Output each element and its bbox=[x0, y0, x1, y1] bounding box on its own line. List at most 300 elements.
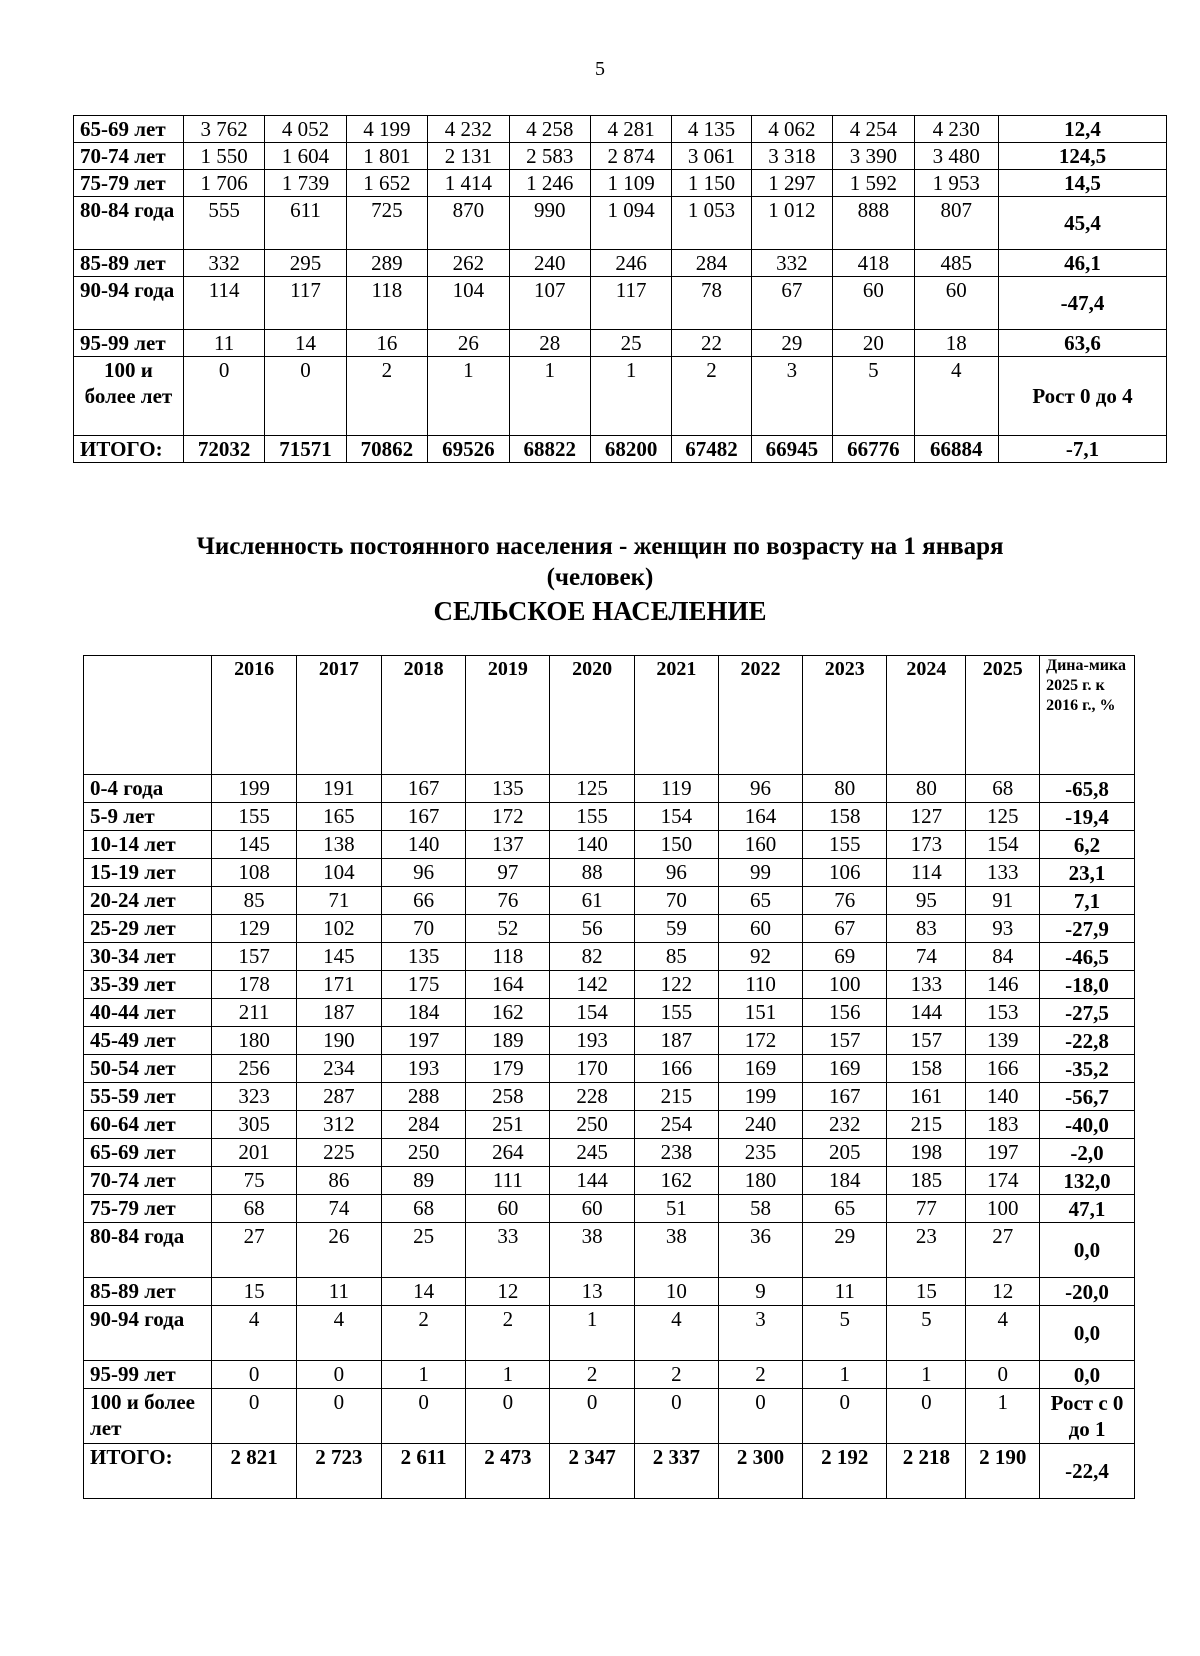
value-cell: 4 bbox=[966, 1306, 1040, 1361]
value-cell: 4 bbox=[296, 1306, 381, 1361]
value-cell: 184 bbox=[803, 1167, 887, 1195]
value-cell: 58 bbox=[718, 1195, 802, 1223]
value-cell: 13 bbox=[550, 1278, 634, 1306]
age-group-label: 20-24 лет bbox=[84, 887, 212, 915]
value-cell: 1 109 bbox=[590, 170, 671, 197]
value-cell: 16 bbox=[346, 330, 427, 357]
table-title: Численность постоянного населения - женщин по возрасту на 1 января bbox=[196, 533, 1004, 560]
table-row bbox=[74, 143, 1167, 170]
value-cell: 4 254 bbox=[833, 116, 914, 143]
year-header: 2021 bbox=[634, 656, 718, 775]
value-cell: 240 bbox=[718, 1111, 802, 1139]
value-cell: 246 bbox=[590, 250, 671, 277]
value-cell: 36 bbox=[718, 1223, 802, 1278]
value-cell: 1 246 bbox=[509, 170, 590, 197]
value-cell: 106 bbox=[803, 859, 887, 887]
table-row bbox=[74, 330, 1167, 357]
value-cell: 167 bbox=[803, 1083, 887, 1111]
value-cell: 67 bbox=[751, 277, 832, 330]
value-cell: 4 199 bbox=[346, 116, 427, 143]
table-row bbox=[84, 1055, 1135, 1083]
dynamics-cell: -22,8 bbox=[1040, 1027, 1135, 1055]
value-cell: 0 bbox=[382, 1389, 466, 1444]
value-cell: 287 bbox=[296, 1083, 381, 1111]
dynamics-cell: 0,0 bbox=[1040, 1361, 1135, 1389]
value-cell: 1 150 bbox=[672, 170, 751, 197]
total-value-cell: 68200 bbox=[590, 436, 671, 463]
value-cell: 0 bbox=[296, 1389, 381, 1444]
value-cell: 1 012 bbox=[751, 197, 832, 250]
dynamics-cell: 6,2 bbox=[1040, 831, 1135, 859]
value-cell: 228 bbox=[550, 1083, 634, 1111]
age-group-label: 85-89 лет bbox=[74, 250, 184, 277]
total-value-cell: 67482 bbox=[672, 436, 751, 463]
value-cell: 485 bbox=[914, 250, 998, 277]
value-cell: 0 bbox=[718, 1389, 802, 1444]
value-cell: 990 bbox=[509, 197, 590, 250]
value-cell: 1 094 bbox=[590, 197, 671, 250]
value-cell: 288 bbox=[382, 1083, 466, 1111]
age-group-label: 15-19 лет bbox=[84, 859, 212, 887]
value-cell: 74 bbox=[887, 943, 966, 971]
total-value-cell: 2 723 bbox=[296, 1444, 381, 1499]
value-cell: 144 bbox=[887, 999, 966, 1027]
value-cell: 1 bbox=[966, 1389, 1040, 1444]
value-cell: 2 bbox=[466, 1306, 550, 1361]
value-cell: 170 bbox=[550, 1055, 634, 1083]
value-cell: 99 bbox=[718, 859, 802, 887]
value-cell: 29 bbox=[751, 330, 832, 357]
value-cell: 104 bbox=[296, 859, 381, 887]
table-row bbox=[84, 971, 1135, 999]
year-header: 2019 bbox=[466, 656, 550, 775]
table-row bbox=[74, 357, 1167, 436]
total-row bbox=[74, 436, 1167, 463]
dynamics-cell: 124,5 bbox=[998, 143, 1166, 170]
table-row bbox=[74, 250, 1167, 277]
value-cell: 59 bbox=[634, 915, 718, 943]
value-cell: 114 bbox=[887, 859, 966, 887]
value-cell: 117 bbox=[265, 277, 346, 330]
table-row bbox=[84, 1223, 1135, 1278]
value-cell: 175 bbox=[382, 971, 466, 999]
table-row bbox=[84, 915, 1135, 943]
value-cell: 0 bbox=[887, 1389, 966, 1444]
table-row bbox=[84, 831, 1135, 859]
value-cell: 284 bbox=[672, 250, 751, 277]
dynamics-cell: 63,6 bbox=[998, 330, 1166, 357]
value-cell: 139 bbox=[966, 1027, 1040, 1055]
value-cell: 76 bbox=[803, 887, 887, 915]
value-cell: 70 bbox=[382, 915, 466, 943]
value-cell: 189 bbox=[466, 1027, 550, 1055]
value-cell: 2 131 bbox=[428, 143, 509, 170]
value-cell: 155 bbox=[550, 803, 634, 831]
value-cell: 102 bbox=[296, 915, 381, 943]
value-cell: 211 bbox=[212, 999, 296, 1027]
value-cell: 418 bbox=[833, 250, 914, 277]
age-group-label: 75-79 лет bbox=[84, 1195, 212, 1223]
value-cell: 60 bbox=[466, 1195, 550, 1223]
age-group-label: 90-94 года bbox=[74, 277, 184, 330]
value-cell: 184 bbox=[382, 999, 466, 1027]
value-cell: 154 bbox=[550, 999, 634, 1027]
value-cell: 4 bbox=[634, 1306, 718, 1361]
value-cell: 215 bbox=[887, 1111, 966, 1139]
value-cell: 85 bbox=[634, 943, 718, 971]
age-group-label: 45-49 лет bbox=[84, 1027, 212, 1055]
dynamics-cell: 45,4 bbox=[998, 197, 1166, 250]
value-cell: 60 bbox=[833, 277, 914, 330]
value-cell: 82 bbox=[550, 943, 634, 971]
value-cell: 157 bbox=[887, 1027, 966, 1055]
value-cell: 332 bbox=[183, 250, 264, 277]
table-row bbox=[84, 775, 1135, 803]
total-label: ИТОГО: bbox=[74, 436, 184, 463]
dynamics-cell: -46,5 bbox=[1040, 943, 1135, 971]
value-cell: 250 bbox=[550, 1111, 634, 1139]
value-cell: 140 bbox=[382, 831, 466, 859]
total-dynamics-cell: -22,4 bbox=[1040, 1444, 1135, 1499]
value-cell: 179 bbox=[466, 1055, 550, 1083]
value-cell: 1 bbox=[382, 1361, 466, 1389]
table-row bbox=[84, 943, 1135, 971]
value-cell: 166 bbox=[634, 1055, 718, 1083]
value-cell: 4 281 bbox=[590, 116, 671, 143]
value-cell: 3 390 bbox=[833, 143, 914, 170]
value-cell: 146 bbox=[966, 971, 1040, 999]
value-cell: 807 bbox=[914, 197, 998, 250]
value-cell: 151 bbox=[718, 999, 802, 1027]
dynamics-cell: -27,5 bbox=[1040, 999, 1135, 1027]
value-cell: 187 bbox=[634, 1027, 718, 1055]
value-cell: 95 bbox=[887, 887, 966, 915]
value-cell: 26 bbox=[296, 1223, 381, 1278]
table-row bbox=[84, 1167, 1135, 1195]
value-cell: 1 414 bbox=[428, 170, 509, 197]
value-cell: 60 bbox=[550, 1195, 634, 1223]
value-cell: 160 bbox=[718, 831, 802, 859]
dynamics-cell: -2,0 bbox=[1040, 1139, 1135, 1167]
value-cell: 1 592 bbox=[833, 170, 914, 197]
year-header: 2018 bbox=[382, 656, 466, 775]
value-cell: 4 062 bbox=[751, 116, 832, 143]
value-cell: 4 230 bbox=[914, 116, 998, 143]
value-cell: 169 bbox=[803, 1055, 887, 1083]
value-cell: 0 bbox=[212, 1389, 296, 1444]
value-cell: 232 bbox=[803, 1111, 887, 1139]
value-cell: 26 bbox=[428, 330, 509, 357]
value-cell: 172 bbox=[718, 1027, 802, 1055]
value-cell: 197 bbox=[382, 1027, 466, 1055]
total-value-cell: 70862 bbox=[346, 436, 427, 463]
value-cell: 1 053 bbox=[672, 197, 751, 250]
age-group-label: 100 и более лет bbox=[84, 1389, 212, 1444]
value-cell: 25 bbox=[590, 330, 671, 357]
value-cell: 1 bbox=[887, 1361, 966, 1389]
value-cell: 171 bbox=[296, 971, 381, 999]
total-value-cell: 72032 bbox=[183, 436, 264, 463]
value-cell: 193 bbox=[382, 1055, 466, 1083]
dynamics-cell: 46,1 bbox=[998, 250, 1166, 277]
dynamics-cell: -27,9 bbox=[1040, 915, 1135, 943]
header-row bbox=[84, 656, 1135, 775]
value-cell: 10 bbox=[634, 1278, 718, 1306]
value-cell: 104 bbox=[428, 277, 509, 330]
value-cell: 0 bbox=[296, 1361, 381, 1389]
value-cell: 142 bbox=[550, 971, 634, 999]
value-cell: 167 bbox=[382, 775, 466, 803]
value-cell: 154 bbox=[966, 831, 1040, 859]
value-cell: 2 bbox=[634, 1361, 718, 1389]
value-cell: 173 bbox=[887, 831, 966, 859]
value-cell: 33 bbox=[466, 1223, 550, 1278]
value-cell: 155 bbox=[634, 999, 718, 1027]
value-cell: 3 061 bbox=[672, 143, 751, 170]
value-cell: 84 bbox=[966, 943, 1040, 971]
value-cell: 158 bbox=[803, 803, 887, 831]
value-cell: 38 bbox=[634, 1223, 718, 1278]
year-header: 2022 bbox=[718, 656, 802, 775]
value-cell: 2 bbox=[346, 357, 427, 436]
value-cell: 3 bbox=[718, 1306, 802, 1361]
dynamics-cell: 0,0 bbox=[1040, 1223, 1135, 1278]
table-row bbox=[84, 1083, 1135, 1111]
value-cell: 201 bbox=[212, 1139, 296, 1167]
value-cell: 71 bbox=[296, 887, 381, 915]
value-cell: 870 bbox=[428, 197, 509, 250]
value-cell: 172 bbox=[466, 803, 550, 831]
value-cell: 1 bbox=[466, 1361, 550, 1389]
age-group-label: 80-84 года bbox=[74, 197, 184, 250]
value-cell: 68 bbox=[212, 1195, 296, 1223]
value-cell: 555 bbox=[183, 197, 264, 250]
value-cell: 153 bbox=[966, 999, 1040, 1027]
value-cell: 169 bbox=[718, 1055, 802, 1083]
value-cell: 2 bbox=[718, 1361, 802, 1389]
dynamics-cell: -35,2 bbox=[1040, 1055, 1135, 1083]
value-cell: 4 bbox=[914, 357, 998, 436]
total-value-cell: 2 821 bbox=[212, 1444, 296, 1499]
value-cell: 138 bbox=[296, 831, 381, 859]
value-cell: 145 bbox=[212, 831, 296, 859]
value-cell: 61 bbox=[550, 887, 634, 915]
value-cell: 1 706 bbox=[183, 170, 264, 197]
value-cell: 23 bbox=[887, 1223, 966, 1278]
dynamics-cell: 47,1 bbox=[1040, 1195, 1135, 1223]
value-cell: 68 bbox=[382, 1195, 466, 1223]
value-cell: 77 bbox=[887, 1195, 966, 1223]
value-cell: 144 bbox=[550, 1167, 634, 1195]
value-cell: 96 bbox=[382, 859, 466, 887]
value-cell: 262 bbox=[428, 250, 509, 277]
value-cell: 1 604 bbox=[265, 143, 346, 170]
value-cell: 0 bbox=[466, 1389, 550, 1444]
age-group-label: 95-99 лет bbox=[74, 330, 184, 357]
total-value-cell: 66776 bbox=[833, 436, 914, 463]
value-cell: 127 bbox=[887, 803, 966, 831]
table-row bbox=[84, 1139, 1135, 1167]
value-cell: 323 bbox=[212, 1083, 296, 1111]
value-cell: 114 bbox=[183, 277, 264, 330]
table-row bbox=[84, 1111, 1135, 1139]
value-cell: 161 bbox=[887, 1083, 966, 1111]
value-cell: 96 bbox=[718, 775, 802, 803]
value-cell: 125 bbox=[966, 803, 1040, 831]
value-cell: 0 bbox=[183, 357, 264, 436]
value-cell: 27 bbox=[212, 1223, 296, 1278]
dynamics-header: Дина-мика 2025 г. к 2016 г., % bbox=[1040, 656, 1135, 775]
value-cell: 167 bbox=[382, 803, 466, 831]
value-cell: 4 232 bbox=[428, 116, 509, 143]
value-cell: 27 bbox=[966, 1223, 1040, 1278]
value-cell: 15 bbox=[212, 1278, 296, 1306]
value-cell: 197 bbox=[966, 1139, 1040, 1167]
value-cell: 76 bbox=[466, 887, 550, 915]
age-group-label: 70-74 лет bbox=[74, 143, 184, 170]
year-header: 2016 bbox=[212, 656, 296, 775]
dynamics-cell: Рост с 0 до 1 bbox=[1040, 1389, 1135, 1444]
value-cell: 145 bbox=[296, 943, 381, 971]
value-cell: 56 bbox=[550, 915, 634, 943]
value-cell: 155 bbox=[212, 803, 296, 831]
table-row bbox=[84, 1389, 1135, 1444]
value-cell: 166 bbox=[966, 1055, 1040, 1083]
value-cell: 1 801 bbox=[346, 143, 427, 170]
value-cell: 67 bbox=[803, 915, 887, 943]
value-cell: 1 550 bbox=[183, 143, 264, 170]
total-value-cell: 2 192 bbox=[803, 1444, 887, 1499]
value-cell: 20 bbox=[833, 330, 914, 357]
value-cell: 14 bbox=[265, 330, 346, 357]
value-cell: 96 bbox=[634, 859, 718, 887]
dynamics-cell: 0,0 bbox=[1040, 1306, 1135, 1361]
value-cell: 118 bbox=[346, 277, 427, 330]
total-value-cell: 66884 bbox=[914, 436, 998, 463]
value-cell: 4 258 bbox=[509, 116, 590, 143]
value-cell: 14 bbox=[382, 1278, 466, 1306]
value-cell: 110 bbox=[718, 971, 802, 999]
total-value-cell: 69526 bbox=[428, 436, 509, 463]
value-cell: 88 bbox=[550, 859, 634, 887]
value-cell: 0 bbox=[212, 1361, 296, 1389]
value-cell: 133 bbox=[887, 971, 966, 999]
value-cell: 205 bbox=[803, 1139, 887, 1167]
value-cell: 332 bbox=[751, 250, 832, 277]
value-cell: 154 bbox=[634, 803, 718, 831]
value-cell: 2 bbox=[382, 1306, 466, 1361]
dynamics-cell: 12,4 bbox=[998, 116, 1166, 143]
value-cell: 86 bbox=[296, 1167, 381, 1195]
value-cell: 158 bbox=[887, 1055, 966, 1083]
value-cell: 225 bbox=[296, 1139, 381, 1167]
value-cell: 198 bbox=[887, 1139, 966, 1167]
age-group-label: 35-39 лет bbox=[84, 971, 212, 999]
age-group-label: 50-54 лет bbox=[84, 1055, 212, 1083]
age-group-label: 95-99 лет bbox=[84, 1361, 212, 1389]
value-cell: 289 bbox=[346, 250, 427, 277]
total-value-cell: 2 347 bbox=[550, 1444, 634, 1499]
value-cell: 28 bbox=[509, 330, 590, 357]
value-cell: 180 bbox=[212, 1027, 296, 1055]
value-cell: 251 bbox=[466, 1111, 550, 1139]
value-cell: 256 bbox=[212, 1055, 296, 1083]
total-value-cell: 2 300 bbox=[718, 1444, 802, 1499]
value-cell: 51 bbox=[634, 1195, 718, 1223]
value-cell: 11 bbox=[803, 1278, 887, 1306]
year-header: 2023 bbox=[803, 656, 887, 775]
table-row bbox=[84, 859, 1135, 887]
value-cell: 258 bbox=[466, 1083, 550, 1111]
dynamics-cell: -19,4 bbox=[1040, 803, 1135, 831]
dynamics-cell: -18,0 bbox=[1040, 971, 1135, 999]
value-cell: 187 bbox=[296, 999, 381, 1027]
table-row bbox=[84, 887, 1135, 915]
value-cell: 122 bbox=[634, 971, 718, 999]
value-cell: 234 bbox=[296, 1055, 381, 1083]
value-cell: 135 bbox=[382, 943, 466, 971]
dynamics-cell: Рост 0 до 4 bbox=[998, 357, 1166, 436]
age-group-label: 65-69 лет bbox=[74, 116, 184, 143]
value-cell: 312 bbox=[296, 1111, 381, 1139]
table-row bbox=[74, 116, 1167, 143]
table-row bbox=[74, 277, 1167, 330]
value-cell: 5 bbox=[833, 357, 914, 436]
age-group-label: 70-74 лет bbox=[84, 1167, 212, 1195]
value-cell: 4 052 bbox=[265, 116, 346, 143]
table-rural-women bbox=[83, 655, 1135, 1499]
value-cell: 85 bbox=[212, 887, 296, 915]
age-group-label: 65-69 лет bbox=[84, 1139, 212, 1167]
value-cell: 100 bbox=[966, 1195, 1040, 1223]
value-cell: 305 bbox=[212, 1111, 296, 1139]
value-cell: 12 bbox=[466, 1278, 550, 1306]
year-header: 2020 bbox=[550, 656, 634, 775]
value-cell: 238 bbox=[634, 1139, 718, 1167]
value-cell: 284 bbox=[382, 1111, 466, 1139]
value-cell: 2 bbox=[550, 1361, 634, 1389]
value-cell: 80 bbox=[803, 775, 887, 803]
value-cell: 74 bbox=[296, 1195, 381, 1223]
value-cell: 295 bbox=[265, 250, 346, 277]
table-row bbox=[84, 803, 1135, 831]
age-group-label: 60-64 лет bbox=[84, 1111, 212, 1139]
value-cell: 157 bbox=[803, 1027, 887, 1055]
value-cell: 191 bbox=[296, 775, 381, 803]
value-cell: 107 bbox=[509, 277, 590, 330]
value-cell: 174 bbox=[966, 1167, 1040, 1195]
table-title-unit: (человек) bbox=[546, 564, 654, 591]
value-cell: 5 bbox=[803, 1306, 887, 1361]
value-cell: 66 bbox=[382, 887, 466, 915]
value-cell: 91 bbox=[966, 887, 1040, 915]
age-group-label: 100 и более лет bbox=[74, 357, 184, 436]
dynamics-cell: 14,5 bbox=[998, 170, 1166, 197]
total-value-cell: 68822 bbox=[509, 436, 590, 463]
age-group-label: 75-79 лет bbox=[74, 170, 184, 197]
value-cell: 60 bbox=[914, 277, 998, 330]
value-cell: 199 bbox=[212, 775, 296, 803]
total-value-cell: 2 337 bbox=[634, 1444, 718, 1499]
value-cell: 9 bbox=[718, 1278, 802, 1306]
value-cell: 3 bbox=[751, 357, 832, 436]
value-cell: 92 bbox=[718, 943, 802, 971]
value-cell: 22 bbox=[672, 330, 751, 357]
value-cell: 185 bbox=[887, 1167, 966, 1195]
value-cell: 89 bbox=[382, 1167, 466, 1195]
value-cell: 65 bbox=[803, 1195, 887, 1223]
table-row bbox=[84, 1361, 1135, 1389]
